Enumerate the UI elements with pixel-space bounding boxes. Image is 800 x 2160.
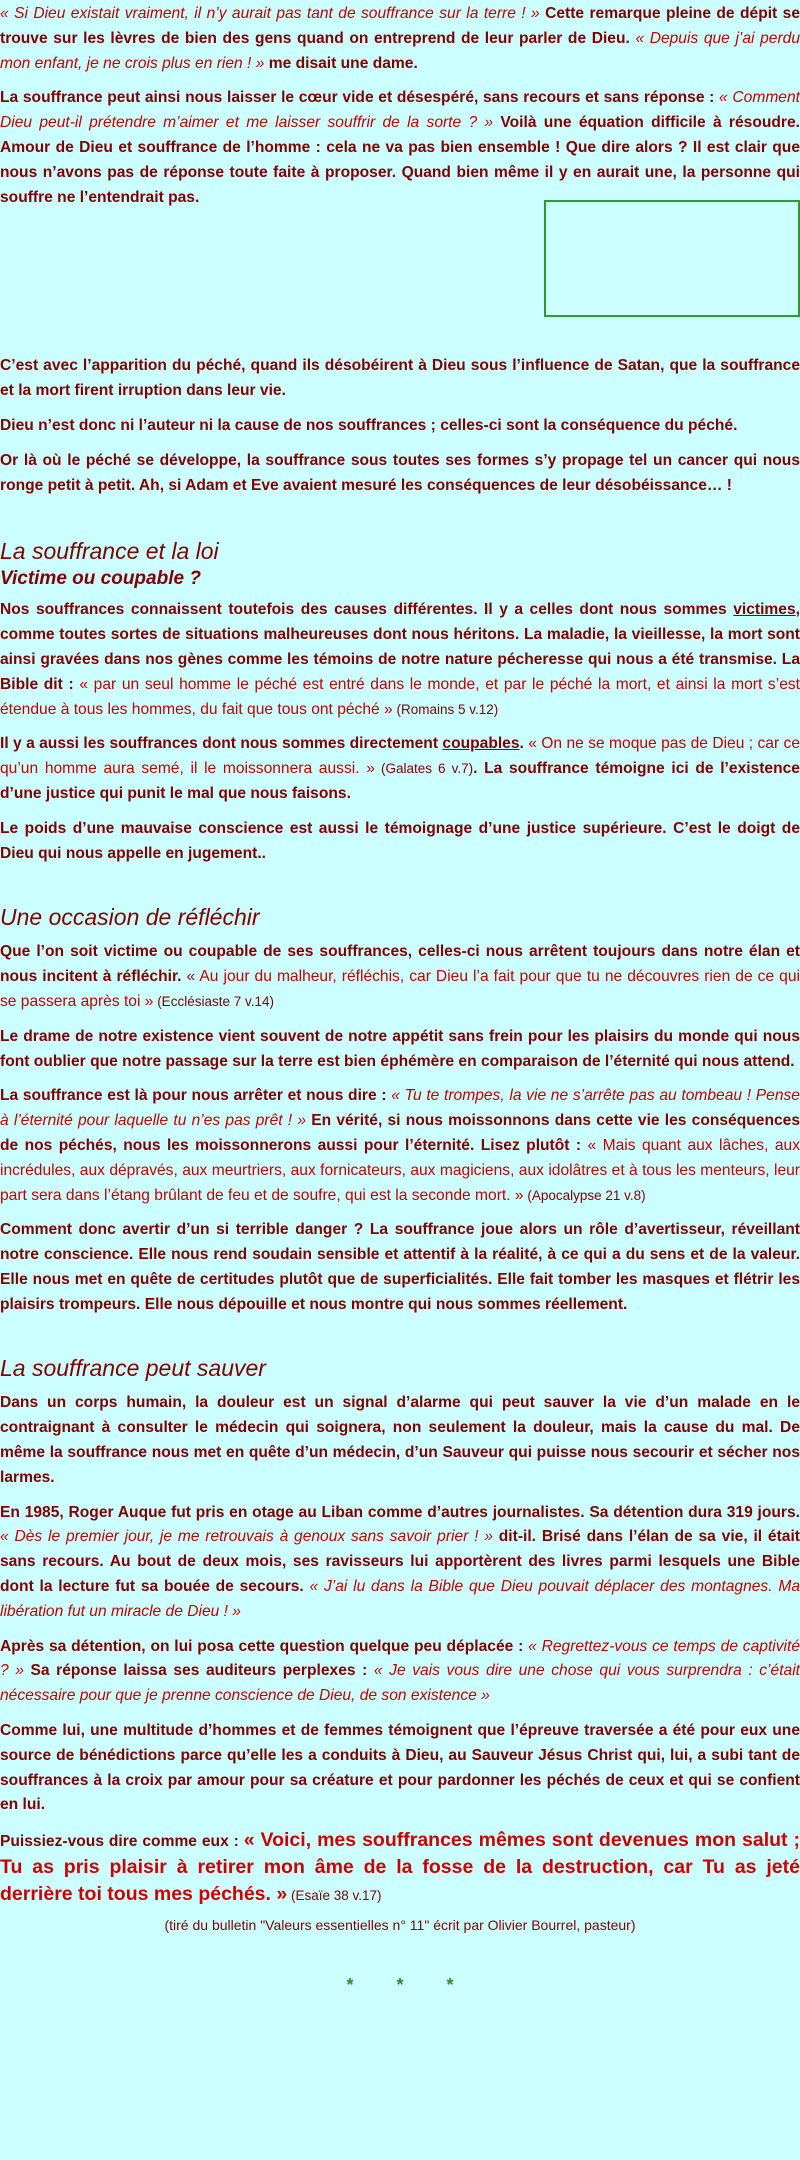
save-paragraph-3 <box>0 1635 800 1709</box>
law-paragraph-2 <box>0 732 800 806</box>
text: dit-il. Brisé dans l’élan de sa vie, il était sans recours. Au bout de deux mois, ses ravisseurs lui apportèrent des livres parmi lesquels une Bible dont la lecture fut sa bouée de secours. <box>0 1528 800 1596</box>
underlined-word: victimes <box>733 601 796 619</box>
reflect-paragraph-2: Le drame de notre existence vient souvent de notre appétit sans frein pour les plaisirs du monde qui nous font oublier que notre passage sur la terre est bien éphémère en comparaison de l’éternité qui nous attend. <box>0 1027 800 1070</box>
verse-reference: (Esaïe 38 v.17) <box>287 1887 382 1903</box>
article <box>0 2 800 1919</box>
text: Voilà une équation difficile à résoudre. Amour de Dieu et souffrance de l’homme : cela ne va pas bien ensemble ! Que dire alors ? Il est clair que nous n’avons pas de réponse toute faite à proposer. Quand bien même il y en aurait une, la personne qui souffre ne l’entendrait pas. <box>0 114 800 206</box>
law-paragraph-3: Le poids d’une mauvaise conscience est aussi le témoignage d’une justice supérieure. C’est le doigt de Dieu qui nous appelle en jugement.. <box>0 819 800 862</box>
reflect-paragraph-1 <box>0 940 800 1014</box>
section-subtitle: Victime ou coupable ? <box>0 568 201 590</box>
text: En vérité, si nous moissonnons dans cette vie les conséquences de nos péchés, nous les moissonnerons aussi pour l’éternité. Lisez plutôt : <box>0 1112 800 1154</box>
intro-paragraph-4: Dieu n’est donc ni l’auteur ni la cause de nos souffrances ; celles-ci sont la conséquence du péché. <box>0 416 738 434</box>
closing-stars: * * * <box>346 1975 454 1995</box>
text: Nos souffrances connaissent toutefois des causes différentes. Il y a celles dont nous sommes <box>0 601 734 619</box>
text: . La souffrance témoigne ici de l’existence d’une justice qui punit le mal que nous faisons. <box>0 760 800 802</box>
intro-paragraph-1 <box>0 2 800 76</box>
verse-reference: (Romains 5 v.12) <box>392 701 499 717</box>
text: me disait une dame. <box>264 54 418 72</box>
reflect-paragraph-3 <box>0 1084 800 1208</box>
quote: « Depuis que j’ai perdu mon enfant, je ne crois plus en rien ! » <box>0 29 800 72</box>
bible-verse-highlight: « Voici, mes souffrances mêmes sont devenues mon salut ; Tu as pris plaisir à retirer mon âme de la fosse de la destruction, car Tu as jeté derrière toi tous mes péchés. » <box>0 1829 800 1905</box>
section-title-save: La souffrance peut sauver <box>0 1355 266 1382</box>
verse-reference: (Galates 6 v.7) <box>374 761 474 777</box>
bible-verse: « Mais quant aux lâches, aux incrédules, aux dépravés, aux meurtriers, aux fornicateurs, aux magiciens, aux idolâtres et à tous les menteurs, leur part sera dans l’étang brûlant de feu et de soufre, qui est la seconde mort. » <box>0 1136 800 1204</box>
bible-verse: « Au jour du malheur, réfléchis, car Dieu l’a fait pour que tu ne découvres rien de ce qui se passera après toi » <box>0 968 800 1010</box>
underlined-word: coupables <box>442 735 520 753</box>
spacer <box>0 508 800 536</box>
text: Que l’on soit victime ou coupable de ses souffrances, celles-ci nous arrêtent toujours dans notre élan et nous incitent à réfléchir. <box>0 943 800 986</box>
spacer <box>0 876 800 902</box>
save-paragraph-5 <box>0 1828 800 1908</box>
verse-reference: (Apocalypse 21 v.8) <box>523 1187 646 1203</box>
intro-paragraph-5: Or là où le péché se développe, la souffrance sous toutes ses formes s’y propage tel un cancer qui nous ronge petit à petit. Ah, si Adam et Eve avaient mesuré les conséquences de leur désobéissance… ! <box>0 451 800 494</box>
save-paragraph-2 <box>0 1501 800 1625</box>
source-credit: (tiré du bulletin "Valeurs essentielles n° 11" écrit par Olivier Bourrel, pasteur) <box>164 1917 636 1933</box>
bible-verse: « par un seul homme le péché est entré dans le monde, et par le péché la mort, et ainsi la mort s’est étendue à tous les hommes, du fait que tous ont péché » <box>0 675 800 718</box>
text: , comme toutes sortes de situations malheureuses dont nous héritons. La maladie, la vieillesse, la mort sont ainsi gravées dans nos gènes comme les témoins de notre nature pécheresse qui nous a été transmise. La Bible dit : <box>0 601 800 693</box>
save-paragraph-4: Comme lui, une multitude d’hommes et de femmes témoignent que l’épreuve traversée a été pour eux une source de bénédictions parce qu’elle les a conduits à Dieu, au Sauveur Jésus Christ qui, lui, a subi tant de souffrances à la croix par amour pour sa créature et pour pardonner les péchés de ceux et qui se confient en lui. <box>0 1722 800 1814</box>
quote: « Je vais vous dire une chose qui vous surprendra : c’était nécessaire pour que je prenne conscience de Dieu, de son existence » <box>0 1662 800 1705</box>
text: En 1985, Roger Auque fut pris en otage au Liban comme d’autres journalistes. Sa détention dura 319 jours. <box>0 1503 800 1521</box>
text: Sa réponse laissa ses auditeurs perplexes : <box>23 1662 374 1680</box>
quote: « Dès le premier jour, je me retrouvais à genoux sans savoir prier ! » <box>0 1528 493 1546</box>
quote: « Comment Dieu peut-il prétendre m’aimer et me laisser souffrir de la sorte ? » <box>0 89 800 132</box>
law-paragraph-1 <box>0 598 800 722</box>
text: La souffrance est là pour nous arrêter et nous dire : <box>0 1087 392 1105</box>
text: Cette remarque pleine de dépit se trouve sur les lèvres de bien des gens quand on entreprend de leur parler de Dieu. <box>0 5 800 47</box>
spacer <box>0 220 800 354</box>
quote: « J’ai lu dans la Bible que Dieu pouvait déplacer des montagnes. Ma libération fut un miracle de Dieu ! » <box>0 1578 800 1620</box>
section-title-law: La souffrance et la loi <box>0 538 219 565</box>
quote: « Si Dieu existait vraiment, il n’y aurait pas tant de souffrance sur la terre ! » <box>0 5 540 22</box>
verse-reference: (Ecclésiaste 7 v.14) <box>153 993 274 1009</box>
reflect-paragraph-4: Comment donc avertir d’un si terrible danger ? La souffrance joue alors un rôle d’avertisseur, réveillant notre conscience. Elle nous rend soudain sensible et attentif à la réalité, à ce qui a du sens et de la valeur. Elle nous met en quête de certitudes plutôt que de superficialités. Elle fait tomber les masques et flétrir les plaisirs trompeurs. Elle nous dépouille et nous montre qui nous sommes réellement. <box>0 1221 800 1313</box>
text: Puissiez-vous dire comme eux : <box>0 1833 244 1851</box>
intro-paragraph-3: C’est avec l’apparition du péché, quand ils désobéirent à Dieu sous l’influence de Satan, que la souffrance et la mort firent irruption dans leur vie. <box>0 357 800 400</box>
save-paragraph-1: Dans un corps humain, la douleur est un signal d’alarme qui peut sauver la vie d’un malade en le contraignant à consulter le médecin qui soignera, non seulement la douleur, mais la cause du mal. De même la souffrance nous met en quête d’un médecin, d’un Sauveur qui puisse nous secourir et sécher nos larmes. <box>0 1394 800 1486</box>
quote: « Tu te trompes, la vie ne s’arrête pas au tombeau ! Pense à l’éternité pour laquelle tu n’es pas prêt ! » <box>0 1087 800 1130</box>
text: Il y a aussi les souffrances dont nous sommes directement <box>0 735 443 753</box>
text: Après sa détention, on lui posa cette question quelque peu déplacée : <box>0 1637 529 1655</box>
spacer <box>0 1327 800 1353</box>
text: . <box>519 735 529 753</box>
text: La souffrance peut ainsi nous laisser le cœur vide et désespéré, sans recours et sans réponse : <box>0 89 720 107</box>
intro-paragraph-2 <box>0 86 800 210</box>
bible-verse: « On ne se moque pas de Dieu ; car ce qu’un homme aura semé, il le moissonnera aussi. » <box>0 735 800 778</box>
quote: « Regrettez-vous ce temps de captivité ? » <box>0 1637 800 1680</box>
section-title-reflect: Une occasion de réfléchir <box>0 904 260 931</box>
